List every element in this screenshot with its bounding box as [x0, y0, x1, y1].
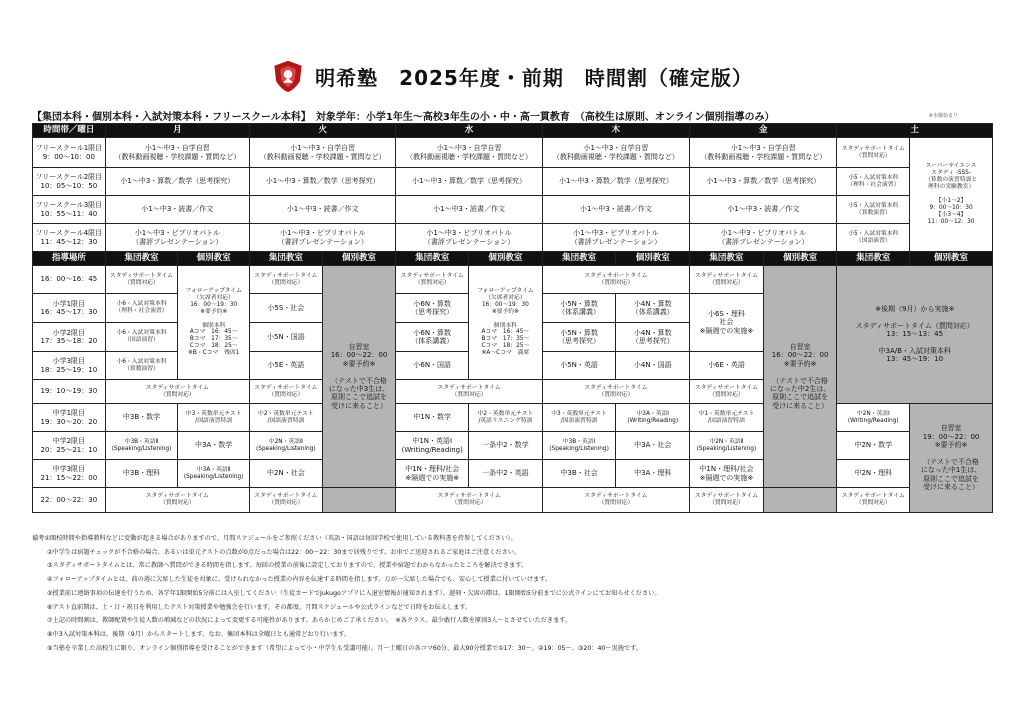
- free-period-1: フリースクール1限目 9：00～10：00: [33, 138, 106, 168]
- cell: 小6・入試対策本科 （国語演習）: [105, 323, 178, 352]
- cell: 小4N・国語: [616, 352, 690, 380]
- cell: 中3A・理科: [616, 460, 690, 488]
- cell: スタディサポートタイム （質問対応）: [837, 488, 910, 513]
- header-group: 集団教室: [690, 252, 764, 266]
- cell: 小4N・算数 （体系講義）: [616, 294, 690, 323]
- cell: 小1～中3・自学自習 （教科動画視聴・学校課題・質問など）: [396, 138, 542, 168]
- cell: 小1～中3・読書／作文: [690, 196, 837, 224]
- cell: 中1N・英語Ⅰ (Writing/Reading): [396, 432, 469, 460]
- cell: 小5・入試対策本科 （理科・社会演習）: [837, 168, 910, 196]
- cell: 中3・英数単元テスト /国語演習特訓: [178, 404, 250, 432]
- cell: 小5N・算数 （思考探究）: [542, 323, 616, 352]
- cell: フォローアップタイム （欠席者対応） 16：00～19：30 ※要予約※ 個別本科 Aコマ 16：45～ Bコマ 17：35～ Cコマ 18：25～ ※B・Cコマ 残席1: [178, 266, 250, 380]
- header-indiv: 個別教室: [763, 252, 837, 266]
- cell: 小6・入試対策本科 （算数演習）: [105, 352, 178, 380]
- cell: 中2N・理科: [837, 460, 910, 488]
- cell: 一条中2・数学: [469, 432, 543, 460]
- time-label: 16：00～16：45: [33, 266, 106, 294]
- cell: スタディサポートタイム （質問対応）: [250, 488, 323, 513]
- header-group: 集団教室: [396, 252, 469, 266]
- header-indiv: 個別教室: [178, 252, 250, 266]
- cell: 小1～中3・算数／数学（思考探究）: [250, 168, 396, 196]
- cell: 中3A・数学: [178, 432, 250, 460]
- cell: 小6N・算数 （思考探究）: [396, 294, 469, 323]
- cell: 一条中2・英語: [469, 460, 543, 488]
- cell: 中3B・社会: [542, 460, 616, 488]
- notes: [32, 532, 997, 655]
- cell: 小6N・算数 （体系講義）: [396, 323, 469, 352]
- time-label: 中学2限目 20：25～21：10: [33, 432, 106, 460]
- cell: スタディサポートタイム （質問対応）: [542, 266, 689, 294]
- cell: 小4N・算数 （思考探究）: [616, 323, 690, 352]
- header-group: 集団教室: [542, 252, 616, 266]
- cell: 小5・入試対策本科 （国語演習）: [837, 224, 910, 252]
- free-period-3: フリースクール3限目 10：55～11：40: [33, 196, 106, 224]
- cell: スタディサポートタイム （質問対応）: [690, 266, 764, 294]
- cell: 中3B・英語Ⅰ (Speaking/Listening): [542, 432, 616, 460]
- cell: スタディサポートタイム （質問対応）: [105, 266, 178, 294]
- cell: 自習室 16：00～22：00 ※要予約※ （テストで不合格 になった中3生は、 原則ここで追試を 受けに来ること）: [322, 266, 396, 488]
- time-label: 中学1限目 19：30～20：20: [33, 404, 106, 432]
- cell: 小5N・国語: [250, 323, 323, 352]
- cell: 小6N・国語: [396, 352, 469, 380]
- cell: 自習室 19：00～22：00 ※要予約※ （テストで不合格 になった中1生は、 原則ここで追試を 受けに来ること）: [910, 404, 993, 513]
- note-item: ②中学生は宿題チェックが不合格の場合、あるいは単元テストの点数が0点だった場合は22：00～22：30まで居残りです。お車でご送迎されるご家庭はご注意ください。: [47, 548, 521, 556]
- cell: スタディサポートタイム （質問対応）: [250, 266, 323, 294]
- cell: 中1N・理科/社会 ※隔週での実施※: [690, 460, 764, 488]
- cell: スタディサポートタイム （質問対応）: [396, 266, 469, 294]
- cell: スタディサポートタイム （質問対応）: [542, 488, 689, 513]
- cell: 小5・入試対策本科 （算数演習）: [837, 196, 910, 224]
- timetable: [32, 123, 993, 513]
- cell: 中2N・英語Ⅱ (Speaking/Listening): [250, 432, 323, 460]
- cell: 中3B・理科: [105, 460, 178, 488]
- note-item: ⑨当塾を卒業した高校生に限り、オンライン個別指導を受けることができます（希望によって小・中学生も受講可能）。月～土曜日の各コマ60分、最大90分授業で①17：30～、②19：05～、③20：40～実施です。: [47, 644, 642, 652]
- cell: 小1～中3・算数／数学（思考探究）: [105, 168, 249, 196]
- cell: 小6E・英語: [690, 352, 764, 380]
- cell: 小1～中3・ビブリオバトル （書評プレゼンテーション）: [250, 224, 396, 252]
- cell: 小1～中3・読書／作文: [542, 196, 689, 224]
- page-title: 明希塾 2025年度・前期 時間割（確定版）: [315, 65, 753, 90]
- cell: 中2N・社会: [250, 460, 323, 488]
- cell: 中3・英数単元テスト /国語演習特訓: [542, 404, 616, 432]
- cell: スタディサポートタイム （質問対応）: [396, 380, 542, 404]
- note-item: 備考①開校時間や指導教科などに変動が起きる場合がありますので、月間スケジュールをご参照ください（英語・国語は毎回学校で使用している教科書を持参してください）。: [32, 535, 517, 542]
- cell: スタディサポートタイム （質問対応）: [105, 380, 249, 404]
- cell: 小1～中3・算数／数学（思考探究）: [396, 168, 542, 196]
- header-group: 集団教室: [837, 252, 910, 266]
- cell: スタディサポートタイム （質問対応）: [837, 138, 910, 168]
- note-item: ⑤授業前に連絡事項の伝達を行うため、各学年1限開始5分前には入室してください（生徒カードでJukugoアプリに入退室情報が通知されます）。遅刻・欠席の際は、1限開始5分前までに公式ラインにてお知らせください。: [47, 589, 661, 597]
- cell: スタディサポートタイム （質問対応）: [690, 380, 764, 404]
- cell: 中2・英数単元テスト /英語リスニング特訓: [469, 404, 543, 432]
- header: [0, 58, 1024, 94]
- cell: 小1～中3・自学自習 （教科動画視聴・学校課題・質問など）: [690, 138, 837, 168]
- cell: 中3A・英語Ⅱ (Speaking/Listening): [178, 460, 250, 488]
- cell: フォローアップタイム （欠席者対応） 16：00～19：30 ※要予約※ 個別本科 Aコマ 16：45～ Bコマ 17：35～ Cコマ 18：25～ ※A～Cコマ 満席: [469, 266, 543, 380]
- header-group: 集団教室: [105, 252, 178, 266]
- cell: 中2N・数学: [837, 432, 910, 460]
- cell: 中1・英数単元テスト /国語演習特訓: [690, 404, 764, 432]
- cell: 中3A・英語Ⅰ (Writing/Reading): [616, 404, 690, 432]
- note-item: ⑧中3入試対策本科は、後期（9月）からスタートします。なお、集団本科は全曜日とも通常どおり行います。: [47, 630, 351, 638]
- note-item: ⑥テスト直前期は、土・日・祝日を利用したテスト対策授業や勉強会を行います。その都度、月間スケジュールや公式ラインなどで日時をお伝えします。: [47, 603, 472, 611]
- header-sat: 土: [837, 124, 993, 138]
- cell: 中2N・英語Ⅰ (Writing/Reading): [837, 404, 910, 432]
- cell: 小1～中3・読書／作文: [250, 196, 396, 224]
- cell: 中3A・社会: [616, 432, 690, 460]
- cell: 中1N・理科/社会 ※隔週での実施※: [396, 460, 469, 488]
- cell: スタディサポートタイム （質問対応）: [396, 488, 542, 513]
- cell: スタディサポートタイム （質問対応）: [250, 380, 323, 404]
- cell: 小1～中3・算数／数学（思考探究）: [542, 168, 689, 196]
- cell: 小1～中3・自学自習 （教科動画視聴・学校課題・質問など）: [542, 138, 689, 168]
- time-label: 小学2限目 17：35～18：20: [33, 323, 106, 352]
- header-place: 指導場所: [33, 252, 106, 266]
- time-label: 小学1限目 16：45～17：30: [33, 294, 106, 323]
- cell: [763, 488, 837, 513]
- cell: 中2N・英語Ⅱ (Speaking/Listening): [690, 432, 764, 460]
- cell: 小1～中3・自学自習 （教科動画視聴・学校課題・質問など）: [105, 138, 249, 168]
- time-label: 19：10～19：30: [33, 380, 106, 404]
- cell: 小1～中3・自学自習 （教科動画視聴・学校課題・質問など）: [250, 138, 396, 168]
- cell: 小6S・理科 社会 ※隔週での実施※: [690, 294, 764, 352]
- header-group: 集団教室: [250, 252, 323, 266]
- header-indiv: 個別教室: [616, 252, 690, 266]
- cell: 小1～中3・ビブリオバトル （書評プレゼンテーション）: [690, 224, 837, 252]
- cell: 中3B・数学: [105, 404, 178, 432]
- cell: [322, 488, 396, 513]
- cell: 小1～中3・読書／作文: [396, 196, 542, 224]
- cell: ※後期（9月）から実施※ スタディサポートタイム（質問対応） 13：15～13：45 中3A/B・入試対策本科 13：45～19：10: [837, 266, 993, 404]
- cell: 小1～中3・ビブリオバトル （書評プレゼンテーション）: [105, 224, 249, 252]
- school-crest-icon: [271, 59, 305, 93]
- cell: 小1～中3・読書／作文: [105, 196, 249, 224]
- cell: スーパーサイエンス スタディ -SSS- （算数の演習特訓と 理科の実験教室） 【小1～2】 9：00～10：30 【小3～4】 11：00～12：30: [910, 138, 993, 252]
- cell: スタディサポートタイム （質問対応）: [690, 488, 764, 513]
- note-item: ⑦上記の時間割は、教師配置や生徒人数の増減などの状況によって変更する可能性があります。あらかじめご了承ください。 ※各クラス、最少敢行人数を原則3人～とさせていただきます。: [47, 617, 572, 625]
- cell: 小1～中3・算数／数学（思考探究）: [690, 168, 837, 196]
- header-thu: 木: [542, 124, 689, 138]
- header-wed: 水: [396, 124, 542, 138]
- header-fri: 金: [690, 124, 837, 138]
- small-note: ※水曜始まり: [928, 113, 958, 119]
- note-item: ④フォローアップタイムとは、前の週に欠席した生徒を対象に、受けられなかった授業の内容を伝達する時間を指します。万が一欠席した場合でも、安心して授業に付いていけます。: [47, 576, 552, 584]
- header-indiv: 個別教室: [322, 252, 396, 266]
- cell: 小1～中3・ビブリオバトル （書評プレゼンテーション）: [396, 224, 542, 252]
- free-period-2: フリースクール2限目 10：05～10：50: [33, 168, 106, 196]
- header-tue: 火: [250, 124, 396, 138]
- subtitle: 【集団本科・個別本科・入試対策本科・フリースクール本科】 対象学年：小学1年生～高校3年生の小・中・高一貫教育 （高校生は原則、オンライン個別指導のみ）: [32, 112, 775, 123]
- cell: 中1N・数学: [396, 404, 469, 432]
- cell: 中2・英数単元テスト /国語演習特訓: [250, 404, 323, 432]
- cell: 小1～中3・ビブリオバトル （書評プレゼンテーション）: [542, 224, 689, 252]
- header-indiv: 個別教室: [910, 252, 993, 266]
- cell: 小5E・英語: [250, 352, 323, 380]
- header-time: 時間帯／曜日: [33, 124, 106, 138]
- cell: 小5N・算数 （体系講義）: [542, 294, 616, 323]
- free-period-4: フリースクール4限目 11：45～12：30: [33, 224, 106, 252]
- header-indiv: 個別教室: [469, 252, 543, 266]
- cell: スタディサポートタイム （質問対応）: [105, 488, 249, 513]
- time-label: 小学3限目 18：25～19：10: [33, 352, 106, 380]
- cell: 自習室 16：00～22：00 ※要予約※ （テストで不合格 になった中2生は、 原則ここで追試を 受けに来ること）: [763, 266, 837, 488]
- cell: スタディサポートタイム （質問対応）: [542, 380, 689, 404]
- cell: 小5N・英語: [542, 352, 616, 380]
- cell: 小5S・社会: [250, 294, 323, 323]
- note-item: ③スタディサポートタイムとは、常に教師へ質問ができる時間を指します。毎回の授業の前後に設定しておりますので、授業や宿題でわからなかったところを解決できます。: [47, 562, 528, 570]
- cell: 中3B・英語Ⅱ (Speaking/Listening): [105, 432, 178, 460]
- cell: 小6・入試対策本科 （理科・社会演習）: [105, 294, 178, 323]
- time-label: 中学3限目 21：15～22：00: [33, 460, 106, 488]
- time-label: 22：00～22：30: [33, 488, 106, 513]
- header-mon: 月: [105, 124, 249, 138]
